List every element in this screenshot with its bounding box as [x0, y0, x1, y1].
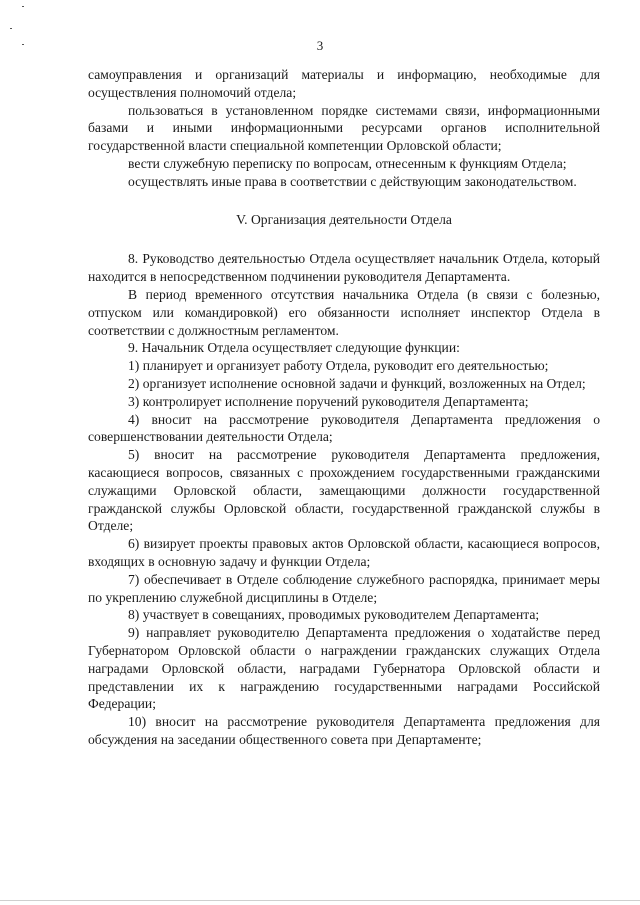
list-item: 6) визирует проекты правовых актов Орловской области, касающиеся вопросов, входящих в основную задачу и функции Отдела; — [88, 536, 600, 569]
paragraph: В период временного отсутствия начальника Отдела (в связи с болезнью, отпуском или командировкой) его обязанности исполняет инспектор Отдела в соответствии с должностным регламентом. — [88, 286, 600, 338]
list-item: 8) участвует в совещаниях, проводимых руководителем Департамента; — [128, 607, 540, 623]
list-item: 4) вносит на рассмотрение руководителя Департамента предложения о совершенствовании деятельности Отдела; — [88, 411, 600, 445]
document-body — [88, 66, 600, 749]
scan-mark — [22, 6, 24, 7]
paragraph: вести служебную переписку по вопросам, отнесенным к функциям Отдела; — [128, 155, 567, 171]
section-heading: V. Организация деятельности Отдела — [236, 211, 452, 227]
page-edge — [0, 900, 640, 901]
paragraph: пользоваться в установленном порядке системами связи, информационными базами и иными информационными ресурсами органов исполнительной государственной власти специальной компетенции Орловской области; — [88, 102, 600, 154]
list-item: 10) вносит на рассмотрение руководителя Департамента предложения для обсуждения на заседании общественного совета при Департаменте; — [88, 714, 600, 747]
paragraph: 9. Начальник Отдела осуществляет следующие функции: — [128, 340, 460, 356]
scan-mark — [10, 28, 12, 29]
list-item: 2) организует исполнение основной задачи и функций, возложенных на Отдел; — [128, 375, 586, 391]
list-item: 1) планирует и организует работу Отдела, руководит его деятельностью; — [128, 358, 549, 374]
list-item: 7) обеспечивает в Отделе соблюдение служебного распорядка, принимает меры по укреплению служебной дисциплины в Отделе; — [88, 571, 600, 605]
paragraph: 8. Руководство деятельностью Отдела осуществляет начальник Отдела, который находится в непосредственном подчинении руководителя Департамента. — [88, 251, 600, 285]
list-item: 9) направляет руководителю Департамента предложения о ходатайстве перед Губернатором Орловской области о награждении гражданских служащих Отдела наградами Орловской области, наградами Губернатора Орловской области и представлении их к награждению государственными наградами Российской Федерации; — [88, 625, 600, 712]
paragraph: самоуправления и организаций материалы и информацию, необходимые для осуществления полномочий отдела; — [88, 67, 600, 100]
paragraph: осуществлять иные права в соответствии с действующим законодательством. — [128, 173, 577, 189]
list-item: 5) вносит на рассмотрение руководителя Департамента предложения, касающиеся вопросов, связанных с прохождением государственными гражданскими служащими Орловской области, замещающими должности государственной гражданской службы Орловской области, государственной гражданской службы в Отделе; — [88, 447, 600, 534]
list-item: 3) контролирует исполнение поручений руководителя Департамента; — [128, 393, 529, 409]
page-number: 3 — [316, 38, 324, 53]
